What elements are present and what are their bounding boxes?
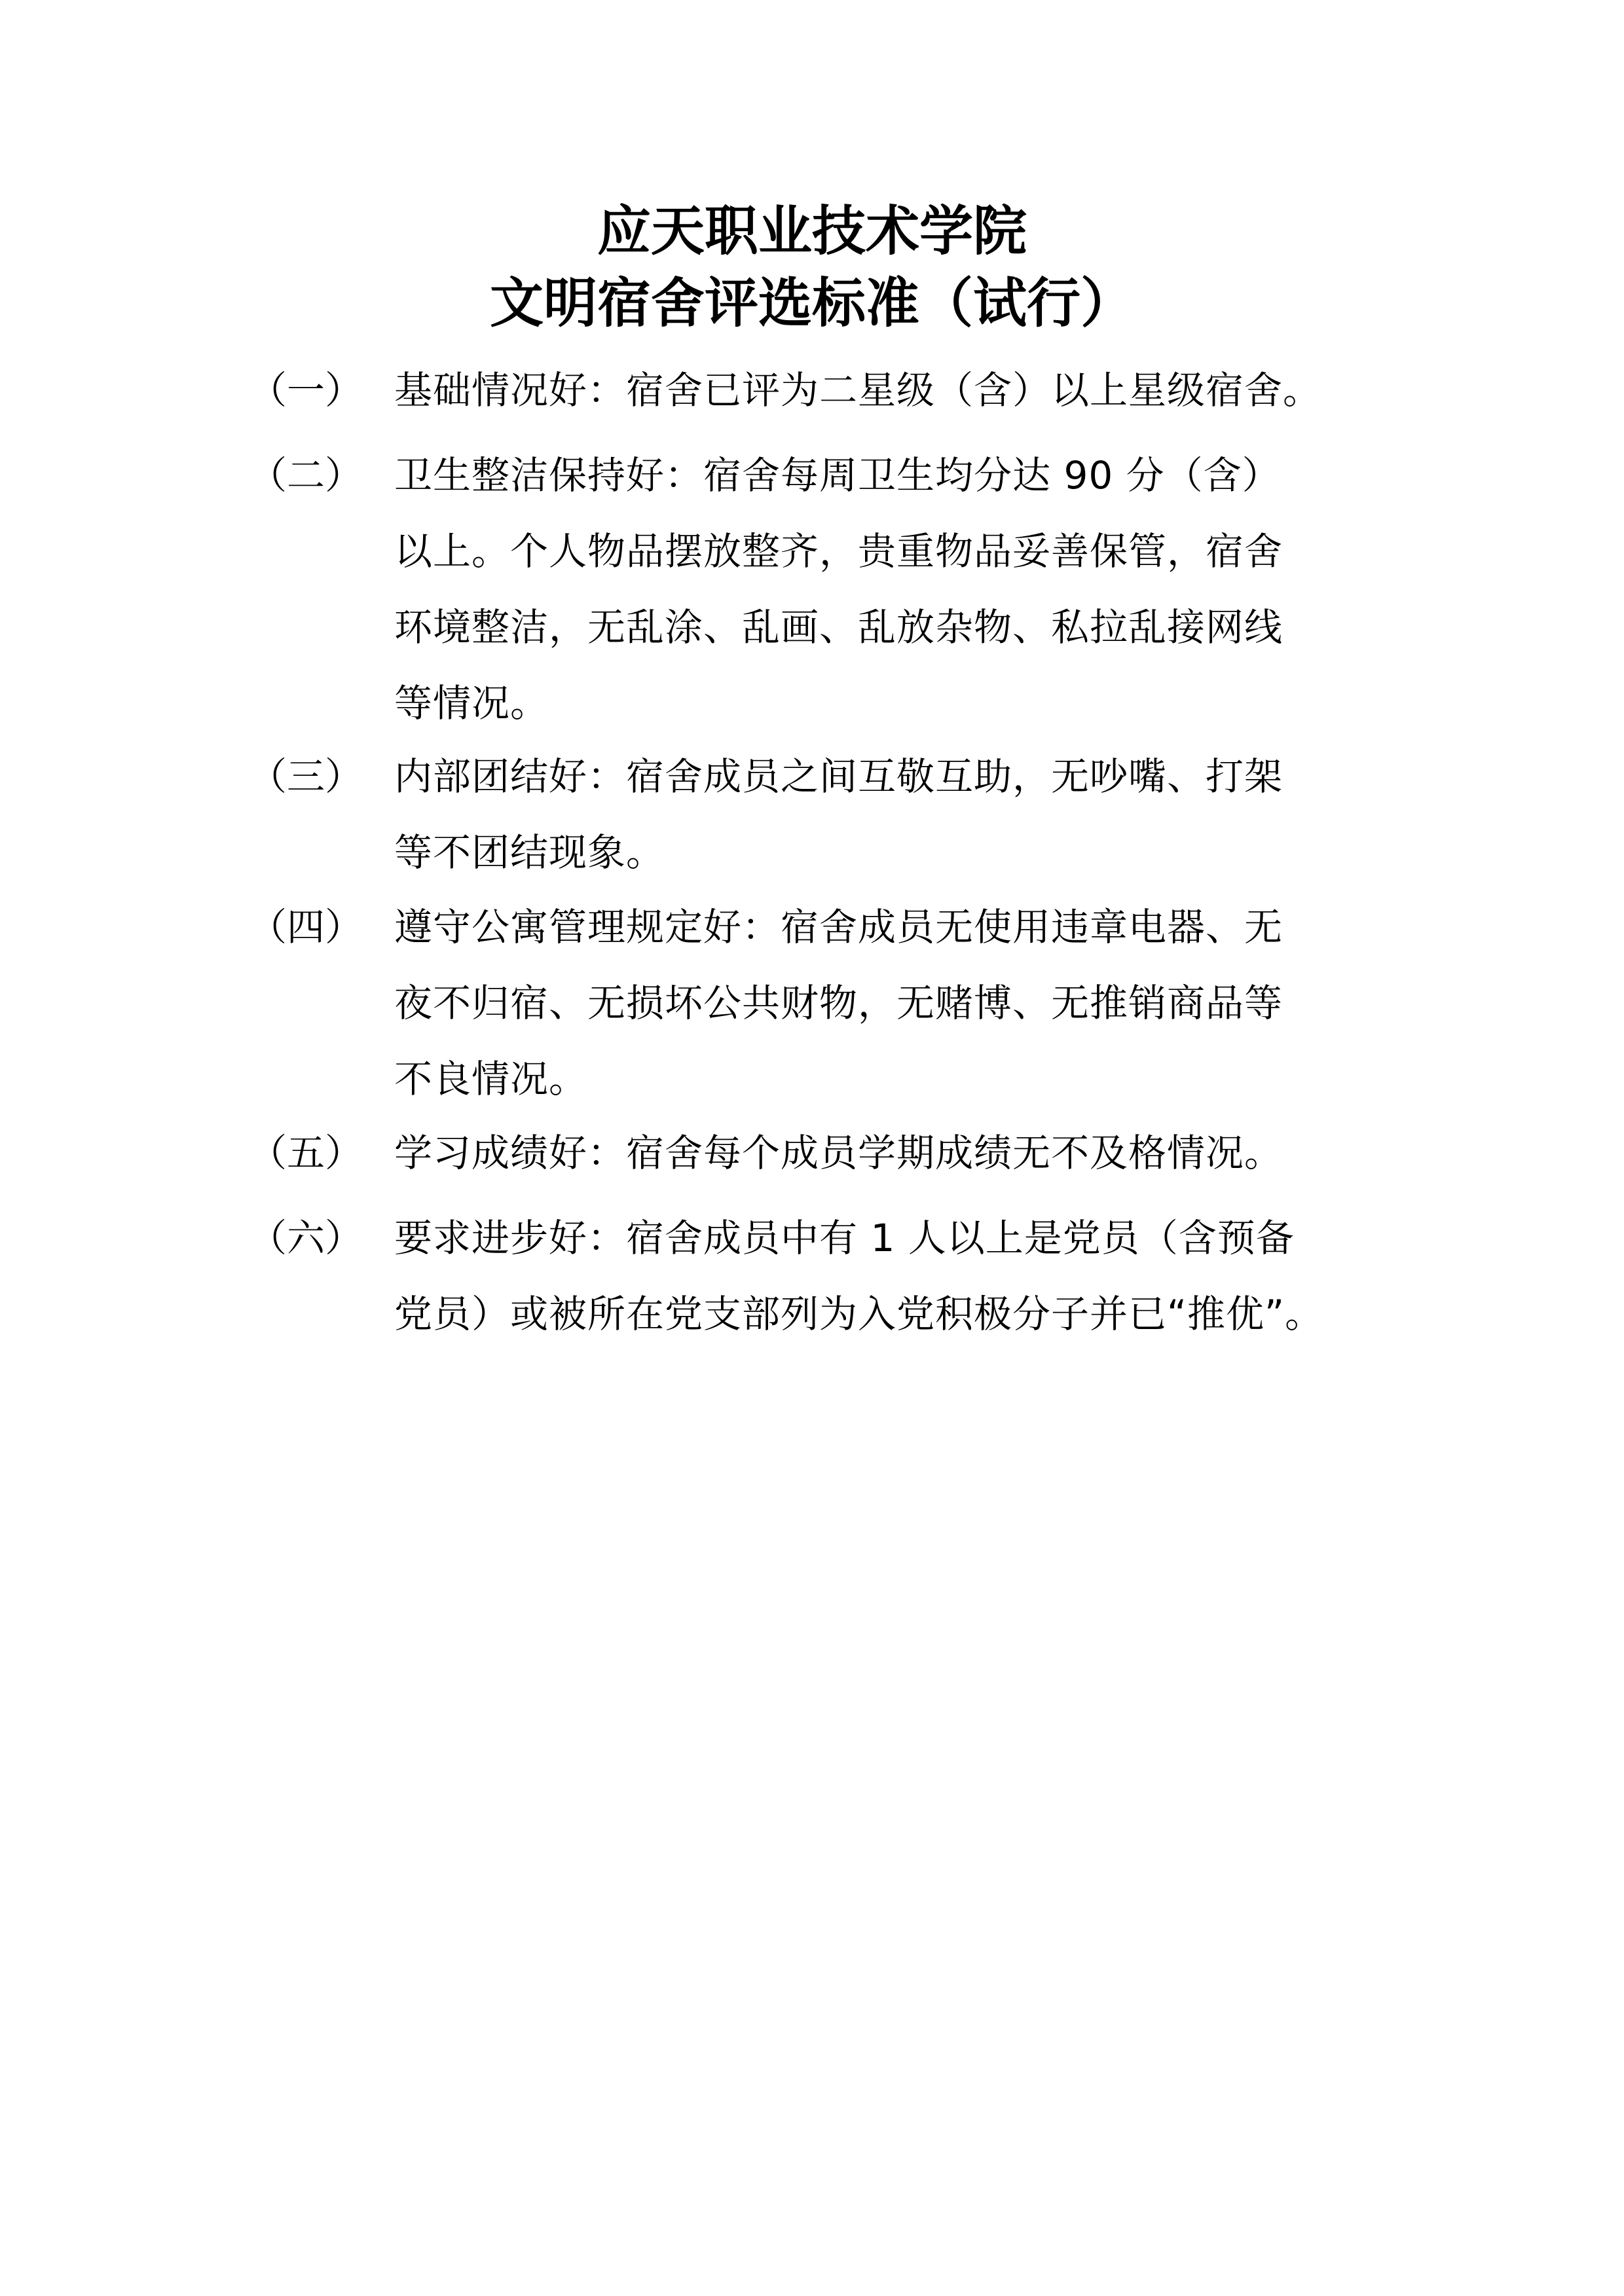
item-text-line: 不良情况。 xyxy=(394,1057,588,1101)
item-text-line: 党员）或被所在党支部列为入党积极分子并已“推优”。 xyxy=(394,1292,1324,1336)
item-number: （一） xyxy=(249,368,363,412)
item-text-line: 基础情况好：宿舍已评为二星级（含）以上星级宿舍。 xyxy=(394,368,1322,412)
item-text-line: 夜不归宿、无损坏公共财物，无赌博、无推销商品等 xyxy=(394,981,1283,1025)
item-text-line: 环境整洁，无乱涂、乱画、乱放杂物、私拉乱接网线 xyxy=(394,605,1283,649)
item-text-line: 以上。个人物品摆放整齐，贵重物品妥善保管，宿舍 xyxy=(394,529,1283,574)
item-text-line: 内部团结好：宿舍成员之间互敬互助，无吵嘴、打架 xyxy=(394,754,1283,799)
item-text-line: 等不团结现象。 xyxy=(394,830,665,875)
item-number: （四） xyxy=(249,905,363,949)
document-title: 应天职业技术学院 xyxy=(597,200,1027,263)
item-text-line: 要求进步好：宿舍成员中有 1 人以上是党员（含预备 xyxy=(394,1216,1295,1260)
item-text-line: 等情况。 xyxy=(394,681,549,725)
item-text-line: 学习成绩好：宿舍每个成员学期成绩无不及格情况。 xyxy=(394,1131,1283,1175)
item-number: （三） xyxy=(249,754,363,799)
item-text-line: 卫生整洁保持好：宿舍每周卫生均分达 90 分（含） xyxy=(394,453,1281,498)
item-text-line: 遵守公寓管理规定好：宿舍成员无使用违章电器、无 xyxy=(394,905,1283,949)
item-number: （六） xyxy=(249,1216,363,1260)
item-number: （五） xyxy=(249,1131,363,1175)
item-number: （二） xyxy=(249,453,363,498)
document-subtitle: 文明宿舍评选标准（试行） xyxy=(489,272,1134,335)
